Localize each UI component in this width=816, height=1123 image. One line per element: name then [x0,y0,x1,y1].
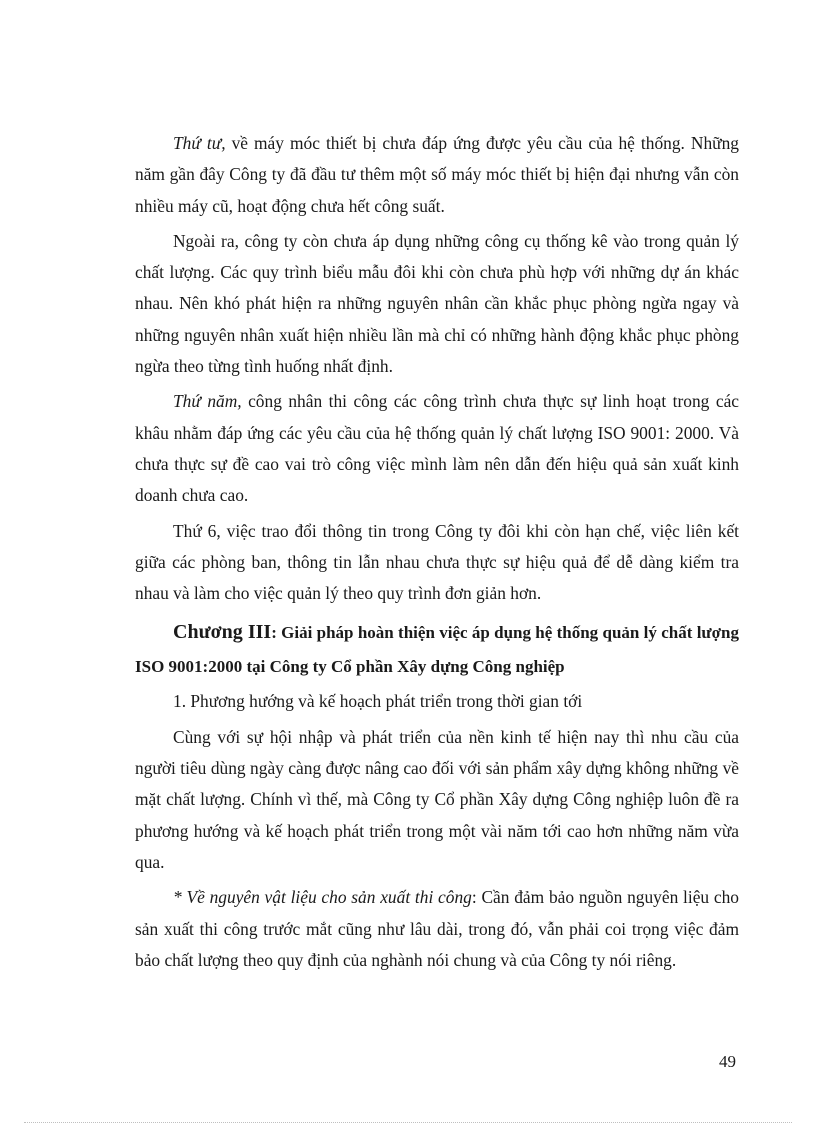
paragraph-fourth [135,128,739,222]
paragraph-text: : Cần đảm bảo nguồn nguyên liệu cho sản xuất thi công trước mắt cũng như lâu dài, trong đó, vẫn phải coi trọng việc đảm bảo chất lượng theo quy định của nghành nói chung và của Công ty nói riêng. [135,887,739,970]
chapter-heading [135,615,739,684]
paragraph-lead: Thứ tư, [173,133,226,153]
chapter-title: : Giải pháp hoàn thiện việc áp dụng hệ thống quản lý chất lượng ISO 9001:2000 tại Công ty Cổ phần Xây dựng Công nghiệp [135,623,739,677]
section-heading: 1. Phương hướng và kế hoạch phát triển trong thời gian tới [173,691,583,712]
paragraph-text: công nhân thi công các công trình chưa thực sự linh hoạt trong các khâu nhằm đáp ứng các yêu cầu của hệ thống quản lý chất lượng ISO 9001: 2000. Và chưa thực sự đề cao vai trò công việc mình làm nên dẫn đến hiệu quả sản xuất kinh doanh chưa cao. [135,391,740,506]
paragraph-lead: * Về nguyên vật liệu cho sản xuất thi công [173,887,472,908]
chapter-label: Chương III [173,621,272,644]
paragraph-fifth [135,386,739,511]
paragraph-additionally [135,226,739,382]
body-text [135,128,739,980]
paragraph-text: Thứ 6, việc trao đổi thông tin trong Công ty đôi khi còn hạn chế, việc liên kết giữa các phòng ban, thông tin lẫn nhau chưa thực sự hiệu quả để dễ dàng kiểm tra nhau và làm cho việc quản lý theo quy trình đơn giản hơn. [135,520,739,604]
paragraph-lead: Thứ năm, [173,391,242,412]
paragraph-development: Cùng với sự hội nhập và phát triển của nền kinh tế hiện nay thì nhu cầu của người tiêu dùng ngày càng được nâng cao đối với sản phẩm xây dựng không những về mặt chất lượng. Chính vì thế, mà Công ty Cổ phần Xây dựng Công nghiệp luôn đề ra phương hướng và kế hoạch phát triển trong một vài năm tới cao hơn những năm vừa qua. [135,726,739,872]
paragraph-materials [135,882,739,976]
page-number: 49 [719,1052,736,1071]
paragraph-text: Ngoài ra, công ty còn chưa áp dụng những công cụ thống kê vào trong quản lý chất lượng. Các quy trình biểu mẫu đôi khi còn chưa phù hợp với những dự án khác nhau. Nên khó phát hiện ra những nguyên nhân cần khắc phục phòng ngừa ngay và những nguyên nhân xuất hiện nhiều lần mà chỉ có những hành động khắc phục phòng ngừa theo từng tình huống nhất định. [135,230,739,377]
paragraph-text: về máy móc thiết bị chưa đáp ứng được yêu cầu của hệ thống. Những năm gần đây Công ty đã đầu tư thêm một số máy móc thiết bị hiện đại nhưng vẫn còn nhiều máy cũ, hoạt động chưa hết công suất. [135,133,739,216]
paragraph-sixth [135,516,739,610]
